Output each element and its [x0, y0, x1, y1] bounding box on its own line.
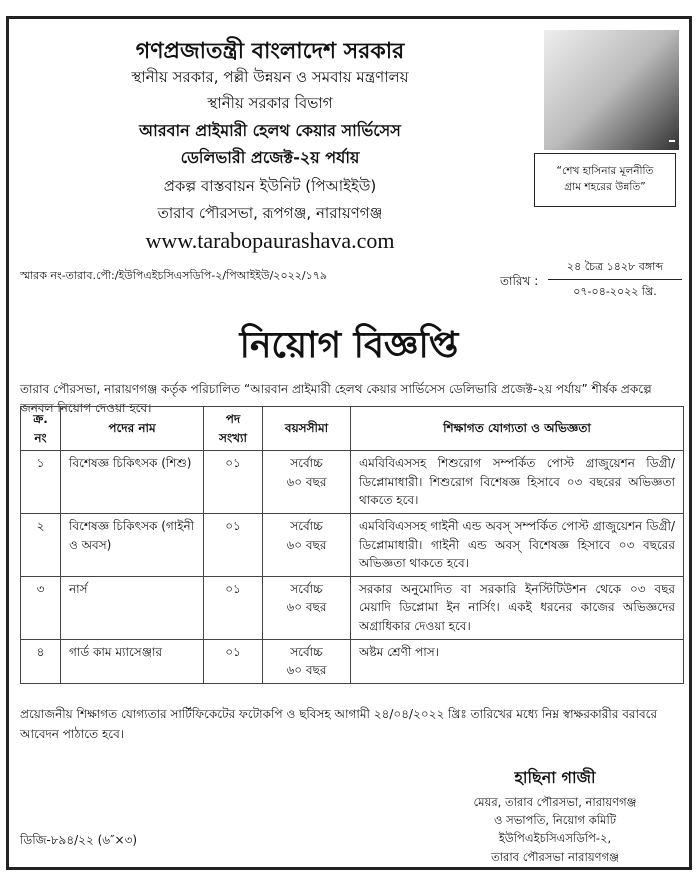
age-label: সর্বোচ্চ: [290, 644, 323, 659]
dg-reference: ডিজি-৮৯৪/২২ (৬″×৩): [20, 833, 138, 847]
project-name-line1: আরবান প্রাইমারী হেলথ কেয়ার সার্ভিসেস: [139, 121, 401, 140]
col-post: পদের নাম: [61, 407, 204, 451]
mujib-100-logo: [669, 140, 675, 142]
qualification: এমবিবিএসসহ গাইনী এন্ড অবস্‌ সম্পর্কিত পোস্ট গ্রাজুয়েশন ডিগ্রী/ডিপ্লোমাধারী। গাইনী এন্ড অবস্‌ বিশেষজ্ঞ হিসাবে ০৩ বছরের অভিজ্ঞতা থাকতে হবে।: [351, 513, 684, 576]
age-label: সর্বোচ্চ: [290, 518, 323, 533]
serial: ২: [21, 513, 61, 576]
table-row: [21, 513, 684, 576]
post-name: নার্স: [61, 576, 204, 639]
unit-name: প্রকল্প বাস্তবায়ন ইউনিট (পিআইইউ): [163, 177, 377, 195]
col-qualification: শিক্ষাগত যোগ্যতা ও অভিজ্ঞতা: [351, 407, 684, 451]
col-age: বয়সসীমা: [263, 407, 351, 451]
post-name: গার্ড কাম ম্যাসেঞ্জার: [61, 639, 204, 683]
signatory-line1: মেয়র, তারাব পৌরসভা, নারায়ণগঞ্জ: [473, 794, 637, 809]
signature-block: [430, 765, 680, 866]
signatory-name: হাছিনা গাজী: [514, 768, 596, 787]
age-limit: [263, 513, 351, 576]
age-label: সর্বোচ্চ: [290, 581, 323, 596]
age-value: ৬০ বছর: [286, 537, 327, 552]
intro-paragraph: তারাব পৌরসভা, নারায়ণগঞ্জ কর্তৃক পরিচালিত “আরবান প্রাইমারী হেলথ কেয়ার সার্ভিসেস ডেলিভারি প্রজেক্ট-২য় পর্যায়” শীর্ষক প্রকল্পে জনবল নিয়োগ দেওয়া হবে।: [20, 382, 652, 415]
notice-title: নিয়োগ বিজ্ঞপ্তি: [239, 325, 459, 366]
date-label: তারিখ :: [500, 274, 539, 288]
qualification: এমবিবিএসসহ শিশুরোগ সম্পর্কিত পোস্ট গ্রাজুয়েশন ডিগ্রী/ডিপ্লোমাধারী। শিশুরোগ বিশেষজ্ঞ হিসাবে ০৩ বছরের অভিজ্ঞতা থাকতে হবে।: [351, 451, 684, 514]
division-name: স্থানীয় সরকার বিভাগ: [207, 94, 333, 112]
post-count: ০১: [204, 513, 263, 576]
slogan-line2: গ্রাম শহরের উন্নতি”: [564, 181, 646, 193]
table-header-row: [21, 407, 684, 451]
project-name-line2: ডেলিভারী প্রজেক্ট-২য় পর্যায়: [180, 148, 360, 167]
serial: ১: [21, 451, 61, 514]
table-row: [21, 451, 684, 514]
post-count: ০১: [204, 639, 263, 683]
signatory-line4: তারাব পৌরসভা নারায়ণগঞ্জ: [491, 849, 619, 864]
ministry-name: স্থানীয় সরকার, পল্লী উন্নয়ন ও সমবায় মন্ত্রণালয়: [131, 68, 409, 86]
age-value: ৬০ বছর: [286, 474, 327, 489]
slogan-box: [534, 153, 676, 207]
table-row: [21, 576, 684, 639]
age-label: সর্বোচ্চ: [290, 456, 323, 471]
age-limit: [263, 576, 351, 639]
office-address: তারাব পৌরসভা, রূপগঞ্জ, নারায়ণগঞ্জ: [157, 204, 383, 222]
age-value: ৬০ বছর: [286, 663, 327, 678]
post-name: বিশেষজ্ঞ চিকিৎসক (শিশু): [61, 451, 204, 514]
qualification: সরকার অনুমোদিত বা সরকারি ইনস্টিটিউশন থেকে ০৩ বছর মেয়াদি ডিপ্লোমা ইন নার্সিং। একই ধরনের কাজের অভিজ্ঞদের অগ্রাধিকার দেওয়া হবে।: [351, 576, 684, 639]
date-english: ০৭-০৪-২০২২ খ্রি.: [573, 285, 657, 298]
serial: ৪: [21, 639, 61, 683]
vacancy-table: [20, 406, 684, 684]
post-count: ০১: [204, 576, 263, 639]
application-note: প্রয়োজনীয় শিক্ষাগত যোগ্যতার সার্টিফিকেটের ফটোকপি ও ছবিসহ আগামী ২৪/০৪/২০২২ খ্রিঃ তারিখের মধ্যে নিম্ন স্বাক্ষরকারীর বরাবরে আবেদন পাঠাতে হবে।: [20, 707, 658, 742]
age-limit: [263, 639, 351, 683]
post-count: ০১: [204, 451, 263, 514]
slogan-line1: “শেখ হাসিনার মূলনীতি: [556, 165, 654, 178]
signatory-line2: ও সভাপতি, নিয়োগ কমিটি: [493, 812, 616, 827]
website-link[interactable]: www.tarabopaurashava.com: [145, 228, 395, 253]
memo-number: স্মারক নং-তারাব.পৌ:/ইউপিএইচসিএসডিপি-২/পিআইইউ/২০২২/১৭৯: [20, 269, 328, 282]
mujib-portrait-image: [544, 30, 679, 150]
date-block: [548, 258, 682, 302]
serial: ৩: [21, 576, 61, 639]
col-serial: ক্র. নং: [21, 407, 61, 451]
government-heading: গণপ্রজাতন্ত্রী বাংলাদেশ সরকার: [135, 39, 405, 64]
post-name: বিশেষজ্ঞ চিকিৎসক (গাইনী ও অবস): [61, 513, 204, 576]
age-limit: [263, 451, 351, 514]
qualification: অষ্টম শ্রেণী পাস।: [351, 639, 684, 683]
signatory-line3: ইউপিএইচসিএসডিপি-২,: [498, 831, 612, 846]
table-row: [21, 639, 684, 683]
date-bangla: ২৪ চৈত্র ১৪২৮ বঙ্গাব্দ: [548, 258, 682, 280]
age-value: ৬০ বছর: [286, 600, 327, 615]
col-count: পদ সংখ্যা: [204, 407, 263, 451]
